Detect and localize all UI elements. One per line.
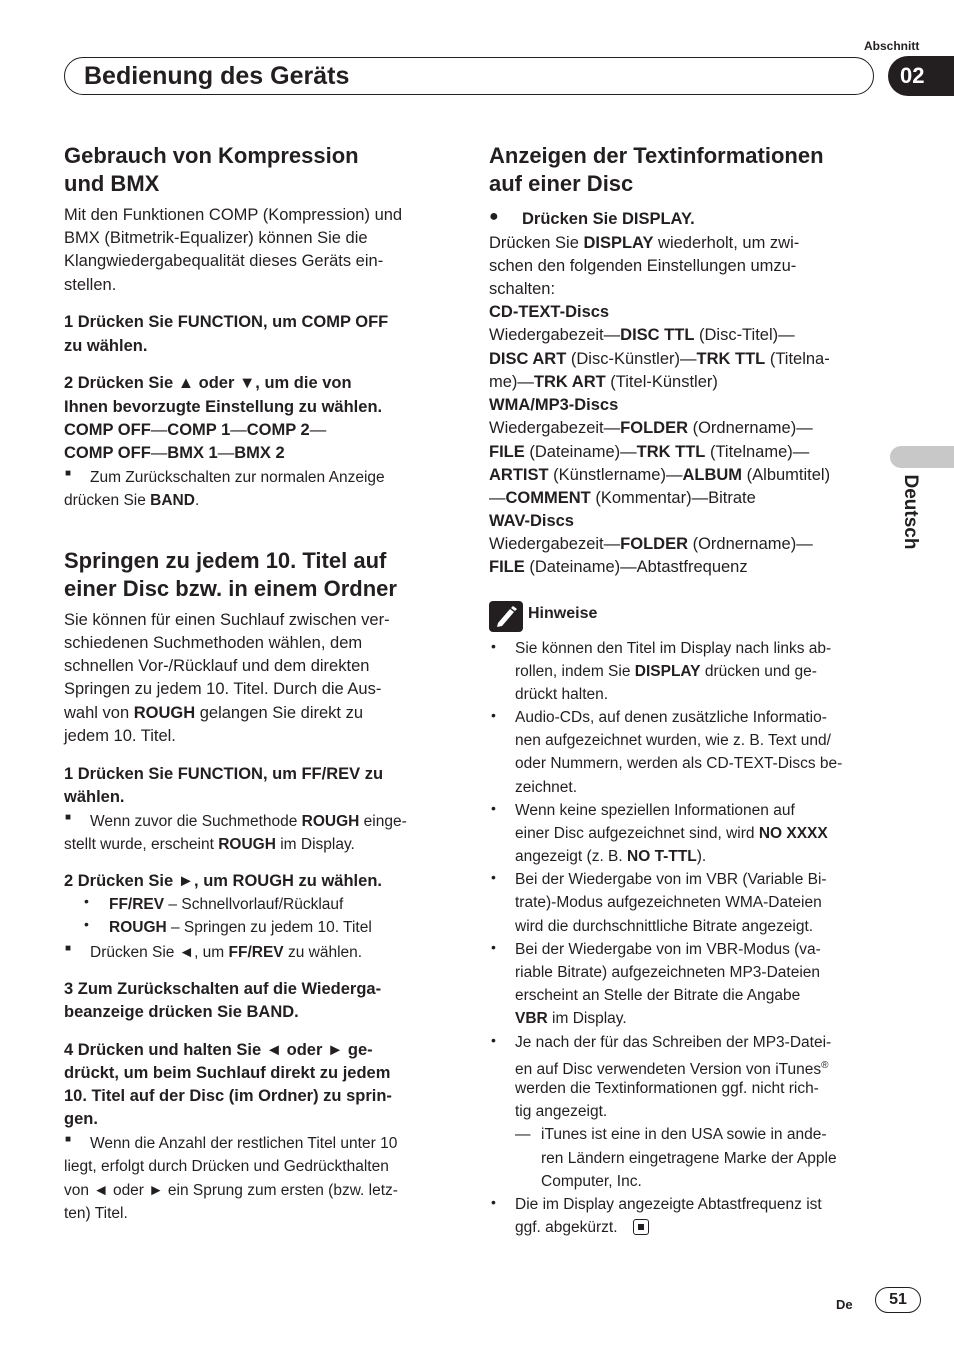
bullet-dot-icon: • bbox=[491, 638, 496, 654]
display-sequence bbox=[489, 487, 756, 510]
seq-item: COMP 1 bbox=[167, 421, 231, 439]
bullet-dot-icon: • bbox=[491, 707, 496, 723]
display-sequence bbox=[489, 371, 718, 394]
paragraph-line: schalten: bbox=[489, 280, 556, 298]
paragraph-line: BMX (Bitmetrik-Equalizer) können Sie die bbox=[64, 229, 368, 247]
note-text: rollen, indem Sie bbox=[515, 663, 635, 680]
note-bold: BAND bbox=[150, 492, 195, 509]
note-text: Wenn zuvor die Suchmethode bbox=[90, 813, 302, 830]
seq-text: (Kommentar)—Bitrate bbox=[590, 489, 756, 507]
option-line bbox=[109, 893, 343, 916]
seq-bold: DISC TTL bbox=[620, 326, 695, 344]
option-text: – Springen zu jedem 10. Titel bbox=[166, 919, 372, 936]
footer-language-code: De bbox=[836, 1297, 853, 1312]
note-text: im Display. bbox=[547, 1010, 627, 1027]
para-text: gelangen Sie direkt zu bbox=[195, 704, 364, 722]
seq-bold: TRK TTL bbox=[696, 350, 766, 368]
note-line bbox=[515, 660, 817, 683]
square-bullet-icon: ■ bbox=[65, 1134, 72, 1145]
end-mark-icon bbox=[633, 1219, 649, 1235]
option-line bbox=[109, 916, 372, 939]
page-title: Bedienung des Geräts bbox=[84, 62, 350, 90]
bullet-dot-icon: • bbox=[84, 916, 89, 932]
para-bold: ROUGH bbox=[133, 704, 196, 722]
seq-bold: FOLDER bbox=[620, 535, 688, 553]
note-text: einer Disc aufgezeichnet sind, wird bbox=[515, 825, 759, 842]
side-tab-marker bbox=[890, 446, 954, 468]
step-instruction: 2 Drücken Sie ▲ oder ▼, um die von bbox=[64, 374, 352, 392]
display-sequence bbox=[489, 417, 813, 440]
setting-sequence bbox=[64, 442, 285, 465]
note-line: ggf. abgekürzt. bbox=[515, 1219, 618, 1236]
seq-bold: FOLDER bbox=[620, 419, 688, 437]
seq-item: BMX 1 bbox=[167, 444, 218, 462]
paragraph-line: Sie können für einen Suchlauf zwischen ver- bbox=[64, 611, 390, 629]
note-text: einge- bbox=[359, 813, 407, 830]
step-instruction: drückt, um beim Suchlauf direkt zu jedem bbox=[64, 1064, 391, 1082]
seq-text: (Ordnername)— bbox=[688, 419, 813, 437]
seq-text: (Titelname)— bbox=[705, 443, 810, 461]
note-bold: FF/REV bbox=[228, 944, 284, 961]
note-text: angezeigt (z. B. bbox=[515, 848, 628, 865]
note-bold: ROUGH bbox=[301, 813, 360, 830]
seq-text: (Dateiname)— bbox=[524, 443, 637, 461]
seq-dash: — bbox=[309, 421, 327, 439]
note-bold: ROUGH bbox=[218, 836, 276, 853]
section-heading-textinfo-line2: auf einer Disc bbox=[489, 171, 634, 196]
note-line: zeichnet. bbox=[515, 779, 578, 796]
paragraph-line bbox=[64, 702, 363, 725]
seq-text: (Titelna- bbox=[765, 350, 830, 368]
seq-item: COMP OFF bbox=[64, 421, 151, 439]
note-line bbox=[515, 1007, 627, 1030]
display-sequence bbox=[489, 441, 809, 464]
page-number: 51 bbox=[875, 1287, 921, 1313]
seq-item: COMP 2 bbox=[246, 421, 310, 439]
note-bold: NO XXXX bbox=[758, 825, 828, 842]
seq-text: (Künstlername)— bbox=[548, 466, 683, 484]
note-line: Je nach der für das Schreiben der MP3-Datei- bbox=[515, 1034, 832, 1051]
section-number-badge: 02 bbox=[888, 56, 954, 96]
note-line: Zum Zurückschalten zur normalen Anzeige bbox=[90, 469, 385, 486]
bullet-dot-icon: • bbox=[491, 1194, 496, 1210]
step-instruction: 1 Drücken Sie FUNCTION, um COMP OFF bbox=[64, 313, 389, 331]
note-line: Wenn keine speziellen Informationen auf bbox=[515, 802, 795, 819]
para-text: wiederholt, um zwi- bbox=[653, 234, 800, 252]
note-line: Bei der Wiedergabe von im VBR (Variable Bi- bbox=[515, 871, 827, 888]
seq-bold: ALBUM bbox=[682, 466, 743, 484]
option-bold: ROUGH bbox=[109, 919, 167, 936]
section-heading-compression: Gebrauch von Kompression bbox=[64, 143, 359, 168]
paragraph-line: schen den folgenden Einstellungen umzu- bbox=[489, 257, 797, 275]
display-sequence bbox=[489, 464, 830, 487]
bullet-dot-icon: • bbox=[491, 939, 496, 955]
note-line: Audio-CDs, auf denen zusätzliche Informatio- bbox=[515, 709, 827, 726]
sub-note-line: Computer, Inc. bbox=[541, 1173, 642, 1190]
seq-dash: — bbox=[150, 444, 168, 462]
note-text: ). bbox=[696, 848, 707, 865]
seq-text: — bbox=[489, 489, 506, 507]
square-bullet-icon: ■ bbox=[65, 812, 72, 823]
paragraph-line bbox=[489, 232, 799, 255]
sub-note-line: ren Ländern eingetragene Marke der Apple bbox=[541, 1150, 837, 1167]
step-instruction: zu wählen. bbox=[64, 337, 148, 355]
seq-dash: — bbox=[217, 444, 235, 462]
step-instruction: gen. bbox=[64, 1110, 98, 1128]
note-bold: NO T-TTL bbox=[627, 848, 697, 865]
display-sequence bbox=[489, 348, 830, 371]
note-text: . bbox=[194, 492, 200, 509]
seq-text: (Disc-Künstler)— bbox=[566, 350, 697, 368]
note-line bbox=[64, 833, 355, 856]
seq-bold: ARTIST bbox=[489, 466, 549, 484]
step-instruction: Ihnen bevorzugte Einstellung zu wählen. bbox=[64, 398, 383, 416]
disc-type-title: WAV-Discs bbox=[489, 512, 574, 530]
note-line bbox=[515, 822, 828, 845]
seq-bold: DISC ART bbox=[489, 350, 567, 368]
step-instruction: 3 Zum Zurückschalten auf die Wiederga- bbox=[64, 980, 382, 998]
note-text: drücken Sie bbox=[64, 492, 151, 509]
note-line: Wenn die Anzahl der restlichen Titel unter 10 bbox=[90, 1135, 398, 1152]
note-text: drücken und ge- bbox=[700, 663, 817, 680]
seq-item: BMX 2 bbox=[234, 444, 285, 462]
paragraph-line: Springen zu jedem 10. Titel. Durch die Aus- bbox=[64, 680, 382, 698]
bullet-dot-icon: • bbox=[491, 800, 496, 816]
note-line: trate)-Modus aufgezeichneten WMA-Dateien bbox=[515, 894, 822, 911]
note-line: ten) Titel. bbox=[64, 1205, 128, 1222]
paragraph-line: jedem 10. Titel. bbox=[64, 727, 176, 745]
seq-bold: FILE bbox=[489, 558, 525, 576]
note-bold: DISPLAY bbox=[634, 663, 701, 680]
note-line bbox=[64, 489, 199, 512]
disc-type-title: WMA/MP3-Discs bbox=[489, 396, 619, 414]
note-line: erscheint an Stelle der Bitrate die Angabe bbox=[515, 987, 801, 1004]
note-text: im Display. bbox=[275, 836, 355, 853]
para-text: wahl von bbox=[64, 704, 134, 722]
seq-bold: FILE bbox=[489, 443, 525, 461]
note-line: werden die Textinformationen ggf. nicht rich- bbox=[515, 1080, 819, 1097]
seq-dash: — bbox=[230, 421, 247, 439]
bullet-circle-icon: ● bbox=[489, 208, 499, 225]
step-instruction: wählen. bbox=[64, 788, 125, 806]
sub-note-line: iTunes ist eine in den USA sowie in ande- bbox=[541, 1126, 827, 1143]
bullet-dot-icon: • bbox=[84, 893, 89, 909]
seq-item: COMP OFF bbox=[64, 444, 151, 462]
seq-text: (Albumtitel) bbox=[742, 466, 831, 484]
paragraph-line: schnellen Vor-/Rücklauf und dem direkten bbox=[64, 657, 370, 675]
seq-text: Wiedergabezeit— bbox=[489, 326, 621, 344]
bullet-dot-icon: • bbox=[491, 869, 496, 885]
step-instruction: 4 Drücken und halten Sie ◄ oder ► ge- bbox=[64, 1041, 373, 1059]
seq-text: (Ordnername)— bbox=[688, 535, 813, 553]
seq-dash: — bbox=[150, 421, 168, 439]
section-heading-compression-line2: und BMX bbox=[64, 171, 160, 196]
side-language-label: Deutsch bbox=[900, 474, 921, 550]
note-line bbox=[90, 941, 362, 964]
seq-bold: TRK TTL bbox=[636, 443, 706, 461]
note-line bbox=[90, 810, 407, 833]
seq-text: Wiedergabezeit— bbox=[489, 535, 621, 553]
step-instruction: 10. Titel auf der Disc (im Ordner) zu sprin- bbox=[64, 1087, 392, 1105]
seq-bold: COMMENT bbox=[505, 489, 591, 507]
note-line: drückt halten. bbox=[515, 686, 609, 703]
display-sequence bbox=[489, 324, 795, 347]
note-line: oder Nummern, werden als CD-TEXT-Discs be- bbox=[515, 755, 843, 772]
section-heading-skip-line2: einer Disc bzw. in einem Ordner bbox=[64, 576, 397, 601]
note-text: en auf Disc verwendeten Version von iTunes bbox=[515, 1061, 822, 1079]
note-text: zu wählen. bbox=[283, 944, 363, 961]
step-instruction: Drücken Sie DISPLAY. bbox=[522, 210, 695, 228]
side-language-tab bbox=[893, 468, 927, 556]
paragraph-line: stellen. bbox=[64, 276, 117, 294]
note-text: Drücken Sie ◄, um bbox=[90, 944, 229, 961]
paragraph-line: Mit den Funktionen COMP (Kompression) und bbox=[64, 206, 403, 224]
step-instruction: 1 Drücken Sie FUNCTION, um FF/REV zu bbox=[64, 765, 384, 783]
note-line: wird die durchschnittliche Bitrate angezeigt. bbox=[515, 918, 814, 935]
note-line: Bei der Wiedergabe von im VBR-Modus (va- bbox=[515, 941, 821, 958]
step-instruction: 2 Drücken Sie ►, um ROUGH zu wählen. bbox=[64, 872, 382, 890]
note-line: riable Bitrate) aufgezeichneten MP3-Dateien bbox=[515, 964, 821, 981]
square-bullet-icon: ■ bbox=[65, 468, 72, 479]
display-sequence bbox=[489, 556, 748, 579]
disc-type-title: CD-TEXT-Discs bbox=[489, 303, 610, 321]
note-pencil-icon bbox=[489, 601, 523, 632]
section-label: Abschnitt bbox=[864, 39, 920, 53]
note-line: Sie können den Titel im Display nach links ab- bbox=[515, 640, 832, 657]
seq-text: (Titel-Künstler) bbox=[605, 373, 718, 391]
note-line: tig angezeigt. bbox=[515, 1103, 608, 1120]
note-bold: VBR bbox=[515, 1010, 548, 1027]
sub-note-dash: — bbox=[515, 1126, 531, 1143]
seq-text: Wiedergabezeit— bbox=[489, 419, 621, 437]
section-heading-textinfo: Anzeigen der Textinformationen bbox=[489, 143, 824, 168]
seq-text: (Dateiname)—Abtastfrequenz bbox=[524, 558, 748, 576]
note-line bbox=[515, 845, 706, 868]
square-bullet-icon: ■ bbox=[65, 943, 72, 954]
option-bold: FF/REV bbox=[109, 896, 165, 913]
para-bold: DISPLAY bbox=[583, 234, 654, 252]
seq-bold: TRK ART bbox=[533, 373, 606, 391]
registered-mark: ® bbox=[821, 1060, 829, 1071]
seq-text: me)— bbox=[489, 373, 534, 391]
note-line: nen aufgezeichnet wurden, wie z. B. Text und/ bbox=[515, 732, 831, 749]
paragraph-line: Klangwiedergabequalität dieses Geräts ein- bbox=[64, 252, 384, 270]
note-line: Die im Display angezeigte Abtastfrequenz ist bbox=[515, 1196, 822, 1213]
note-text: stellt wurde, erscheint bbox=[64, 836, 219, 853]
note-line: von ◄ oder ► ein Sprung zum ersten (bzw. letz- bbox=[64, 1182, 398, 1199]
para-text: Drücken Sie bbox=[489, 234, 584, 252]
step-instruction: beanzeige drücken Sie BAND. bbox=[64, 1003, 299, 1021]
seq-text: (Disc-Titel)— bbox=[694, 326, 795, 344]
note-line: liegt, erfolgt durch Drücken und Gedrückthalten bbox=[64, 1158, 389, 1175]
paragraph-line: schiedenen Suchmethoden wählen, dem bbox=[64, 634, 363, 652]
setting-sequence bbox=[64, 419, 326, 442]
section-heading-skip: Springen zu jedem 10. Titel auf bbox=[64, 548, 387, 573]
option-text: – Schnellvorlauf/Rücklauf bbox=[164, 896, 344, 913]
display-sequence bbox=[489, 533, 813, 556]
bullet-dot-icon: • bbox=[491, 1032, 496, 1048]
notes-label: Hinweise bbox=[528, 605, 598, 622]
